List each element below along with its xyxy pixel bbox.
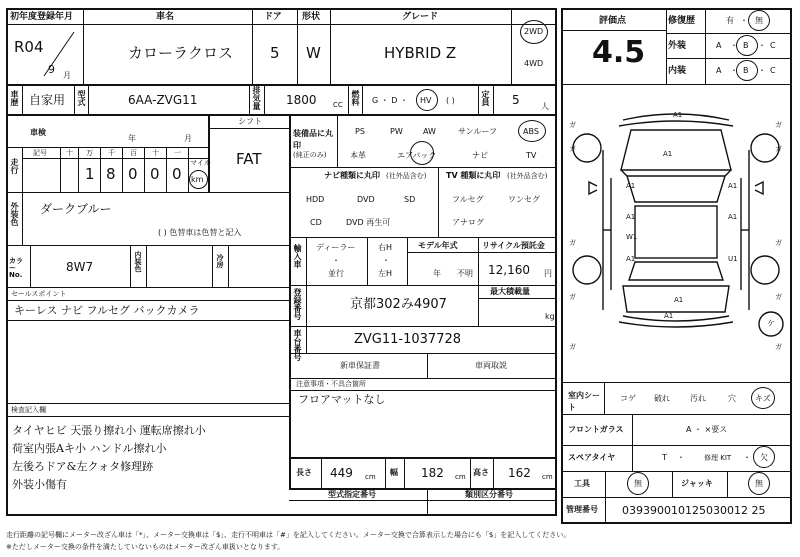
windshield-label: フロントガラス [568,425,624,434]
interior-label: 内装 [668,66,687,76]
control-no-value: 039390010125030012 25 [622,504,766,517]
diag-mark-left-front: A1 [626,182,636,190]
diag-glass-fr: ガ [775,121,782,129]
shaken-month: 月 [184,134,192,143]
footer-note-2: ※ただしメーター交換の条件を満たしていないものはメーター改ざん車扱いとなります。 [6,543,285,551]
usage-label: 車歴 [10,90,19,106]
grade-label: グレード [402,12,439,22]
mileage-sub-3: 千 [108,149,115,157]
doors-value: 5 [270,44,280,62]
tv-oneseg: ワンセグ [508,195,540,204]
diag-glass-l1: ガ [569,145,576,153]
interior-b: B [743,66,749,75]
diag-mark-rear-bumper: A1 [664,312,674,320]
max-load-label: 最大積載量 [490,287,530,296]
max-load-unit: kg [545,312,555,321]
warranty-new: 新車保証書 [340,361,380,370]
diag-glass-fl: ガ [569,121,576,129]
nav-dvd: DVD [357,195,375,204]
mileage-sub-5: 十 [152,149,159,157]
model-year-label: モデル年式 [418,241,458,250]
exterior-dot1: ・ [730,41,738,50]
mileage-digit-4: 0 [172,165,182,183]
plate-label: 登録番号 [293,288,302,320]
mileage-unit-label: マイル [190,159,211,167]
exterior-label: 外装 [668,41,687,51]
interior-sheet-label: 室内シート [568,391,600,412]
warranty-manual: 車両取説 [475,361,507,370]
length-unit: cm [365,473,376,481]
displacement-label: 排気量 [252,86,261,110]
sheet-opt-tear: 破れ [654,394,670,403]
exterior-c: C [770,41,776,50]
width-label: 幅 [390,468,398,477]
nav-sd: SD [404,195,416,204]
length-value: 449 [330,466,353,480]
length-label: 長さ [296,468,312,477]
spare-opt-kit: 修理 KIT [704,454,732,462]
jack-value: 無 [755,479,763,488]
capacity-value: 5 [512,93,520,107]
mileage-label: 走行 [10,158,19,174]
windshield-value: A ・ ×要ス [686,425,728,434]
import-parallel: 並行 [328,269,344,278]
inspection-lines [12,422,288,494]
usage-value: 自家用 [29,93,66,107]
diag-mark-front-bumper: A1 [673,111,683,119]
notes-value: フロアマットなし [298,393,386,406]
equip-airbag: エアバック [397,151,437,160]
tv-fullseg: フルセグ [452,195,484,204]
notes-label: 注意事項・不具合箇所 [296,380,366,388]
reg-year: R04 [14,38,44,56]
color-value: ダークブルー [40,202,112,216]
mileage-unit: km [191,175,204,184]
tv-sub: (社外品含む) [507,172,548,180]
model-year-unknown: 不明 [457,269,473,278]
import-steering-dot: ・ [382,256,390,265]
nav-label: ナビ種類に丸印 [324,171,380,180]
capacity-label: 定員 [481,90,490,106]
nav-cd: CD [310,218,322,227]
height-label: 高さ [473,468,489,477]
equip-aw: AW [423,127,436,136]
chassis-label: 車台番号 [293,329,302,361]
sales-point-label: セールスポイント [11,290,67,298]
interior-dot1: ・ [730,66,738,75]
sheet-opt-koge: コゲ [620,394,636,403]
diag-mark-trunk: A1 [674,296,684,304]
mileage-digit-0: 1 [85,165,95,183]
interior-dot2: ・ [758,66,766,75]
color-label: 外装色 [10,202,19,226]
recycle-unit: 円 [544,269,552,278]
footer-note-1: 走行距離の記号欄にメーター改ざん車は「*」、メーター交換車は「$」、走行不明車は「#」を記入してください。メーター交換で合算表示した場合にも「$」を記入してください。 [6,531,571,539]
type-designation-label: 型式指定番号 [328,490,376,499]
inspection-line: タイヤヒビ 天張り擦れ小 運転席擦れ小 [12,424,206,437]
height-value: 162 [508,466,531,480]
mileage-digit-2: 0 [128,165,138,183]
shape-value: W [306,44,321,62]
equip-navi: ナビ [472,151,488,160]
displacement-value: 1800 [286,93,317,107]
diag-glass-rr: ガ [775,343,782,351]
car-name-label: 車名 [156,12,175,22]
diag-mark-right-rear: U1 [728,255,738,263]
color-no-value: 8W7 [66,260,94,274]
equip-ps: PS [355,127,365,136]
import-steering-r: 右H [378,243,393,252]
door-label: ドア [264,12,282,22]
diag-mark-rear-left: A1 [626,255,636,263]
width-value: 182 [421,466,444,480]
model-label: 型式 [77,90,86,106]
shift-label: シフト [238,117,262,126]
reg-month: 9 [48,63,55,76]
car-diagram [561,90,792,380]
repair-history-label: 修復歴 [668,16,696,26]
tv-label: TV 種類に丸印 [446,171,501,180]
spare-opt-dot2: ・ [743,453,751,462]
exterior-b: B [743,41,749,50]
nav-dvd-play: DVD 再生可 [346,218,391,227]
tools-label: 工具 [574,479,590,488]
mileage-sub-6: 一 [174,149,181,157]
diag-mark-left-mid: A1 [626,213,636,221]
drive-2wd: 2WD [524,27,544,36]
diag-dent-label: ケ [767,319,775,328]
recycle-label: リサイクル預託金 [482,241,545,250]
height-unit: cm [542,473,553,481]
fuel-label: 燃料 [351,90,360,106]
diag-glass-r2: ガ [775,239,782,247]
first-reg-label: 初年度登録年月 [10,12,74,22]
spare-opt-dot1: ・ [677,453,685,462]
diag-glass-rl: ガ [569,343,576,351]
model-year-year: 年 [433,269,441,278]
fuel-paren: ( ) [446,96,455,105]
interior-a: A [716,66,722,75]
nav-sub: (社外品含む) [386,172,427,180]
spare-opt-t: T [662,453,667,462]
exterior-dot2: ・ [758,41,766,50]
inspection-line: 荷室内張Aキ小 ハンドル擦れ小 [12,442,167,455]
spare-selected: 欠 [760,453,768,462]
drive-4wd: 4WD [524,59,544,68]
plate-value: 京都302み4907 [350,297,447,312]
mileage-digit-1: 8 [106,165,116,183]
repair-opt-dot: ・ [740,16,748,25]
ac-label: 冷房 [216,254,224,268]
sheet-opt-dirt: 汚れ [690,394,706,403]
spare-tire-label: スペアタイヤ [568,453,616,462]
inspection-line: 外装小傷有 [12,478,67,491]
shift-value: FAT [236,150,262,168]
diag-mark-right-front: A1 [728,182,738,190]
equip-sunroof: サンルーフ [458,127,497,136]
mileage-sub-0: 記号 [33,149,47,157]
tools-value: 無 [634,479,642,488]
import-dealer: ディーラー [316,243,356,252]
fuel-selected: HV [420,96,432,105]
repair-opt-yes: 有 [726,16,734,25]
interior-c: C [770,66,776,75]
fuel-options: G ・ D ・ [372,96,408,105]
interior-color-label: 内装色 [134,251,142,272]
diag-mark-right-mid: A1 [728,213,738,221]
sheet-opt-hole: 穴 [728,394,736,403]
mileage-sub-4: 百 [130,149,137,157]
chassis-value: ZVG11-1037728 [354,332,462,347]
reg-divider [38,30,78,80]
diag-glass-r1: ガ [775,145,782,153]
exterior-a: A [716,41,722,50]
import-steering-l: 左H [378,269,393,278]
car-name-value: カローラクロス [128,44,234,62]
overall-score: 4.5 [592,35,646,70]
repair-selected: 無 [755,16,763,25]
mileage-sub-1: 十 [66,149,73,157]
color-no-label: カラーNo. [9,257,23,279]
category-no-label: 類別区分番号 [465,490,513,499]
equip-abs: ABS [523,127,539,136]
import-dealer-dot: ・ [332,256,340,265]
equipment-label: 装備品に丸印 [293,129,333,150]
inspection-line: 左後ろドア&左クォタ修理跡 [12,460,154,473]
equipment-sub-label: (純正のみ) [293,151,327,159]
diag-mark-hood: A1 [663,150,673,158]
shaken-label: 車検 [30,128,46,137]
equip-leather: 本革 [350,151,366,160]
control-no-label: 管理番号 [566,505,598,514]
jack-label: ジャッキ [681,479,713,488]
diag-glass-l2: ガ [569,239,576,247]
import-label: 輸入車 [293,244,302,268]
inspection-label: 検査記入欄 [11,406,46,414]
sales-point-value: キーレス ナビ フルセグ バックカメラ [14,304,200,317]
mileage-sub-2: 万 [86,149,93,157]
color-note: ( ) 色替車は色替と記入 [158,228,242,237]
diag-mark-left-rear: W1 [626,233,638,241]
reg-month-unit: 月 [63,71,71,80]
overall-score-label: 評価点 [599,16,627,26]
shape-label: 形状 [302,12,321,22]
diag-glass-r3: ガ [775,293,782,301]
displacement-unit: CC [333,101,343,109]
nav-hdd: HDD [306,195,325,204]
tv-analog: アナログ [452,218,484,227]
recycle-value: 12,160 [488,263,530,277]
sheet-selected: キズ [755,394,771,403]
grade-value: HYBRID Z [384,44,457,62]
diag-glass-l3: ガ [569,293,576,301]
shaken-year: 年 [128,134,136,143]
equip-tv: TV [526,151,537,160]
mileage-digit-3: 0 [150,165,160,183]
model-value: 6AA-ZVG11 [128,93,198,107]
width-unit: cm [455,473,466,481]
capacity-unit: 人 [541,102,549,111]
equip-pw: PW [390,127,403,136]
